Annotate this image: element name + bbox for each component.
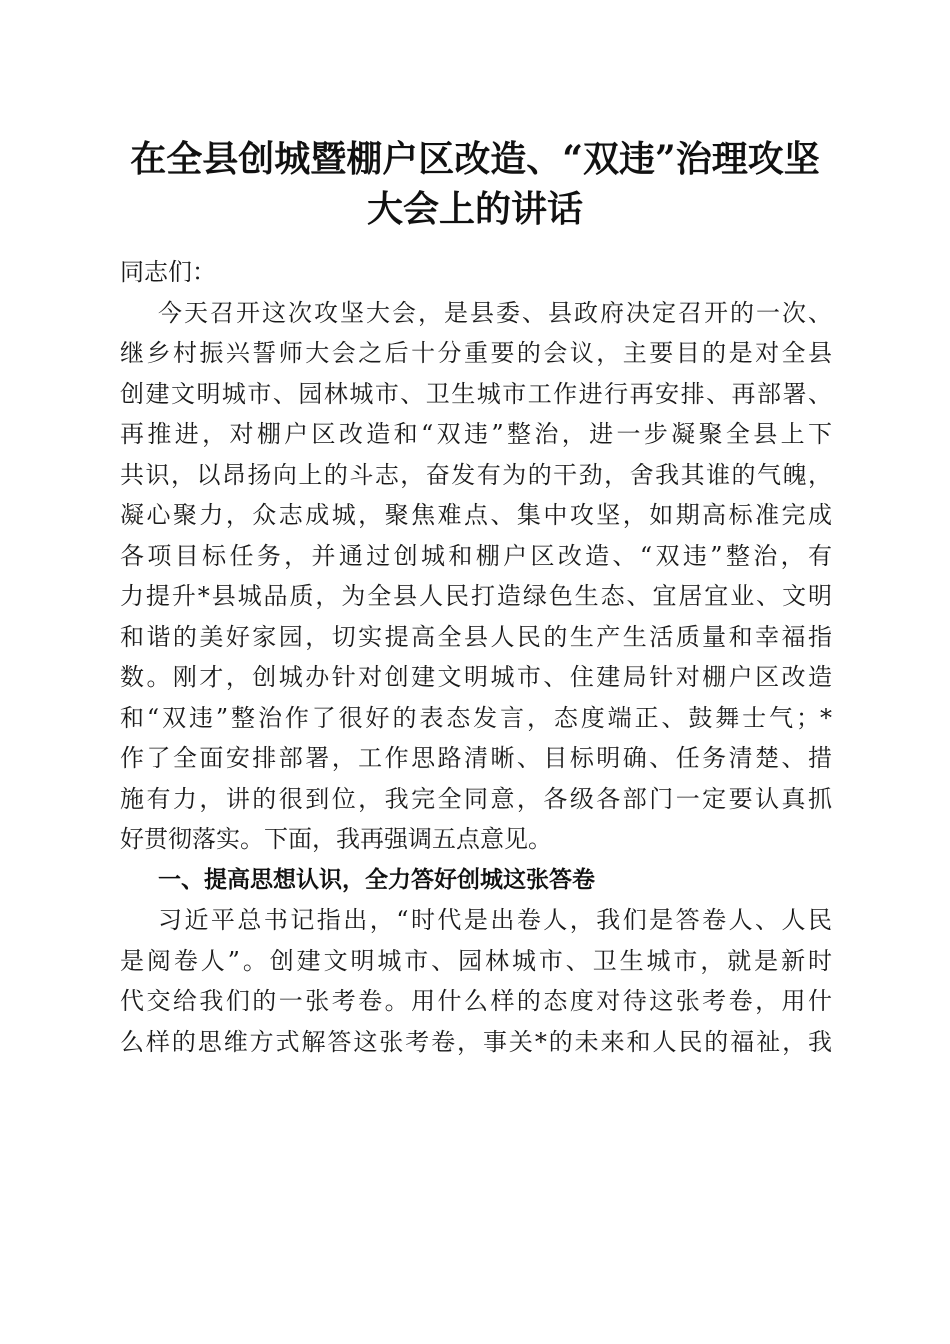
paragraph-line: 好贯彻落实。下面，我再强调五点意见。 [120,825,552,853]
paragraph-line: 数。刚才，创城办针对创建文明城市、住建局针对棚户区改造 [120,663,832,691]
paragraph-line: 继乡村振兴誓师大会之后十分重要的会议，主要目的是对全县 [120,339,832,367]
paragraph-line: 创建文明城市、园林城市、卫生城市工作进行再安排、再部署、 [120,379,832,408]
paragraph-line: 再推进，对棚户区改造和“双违”整治，进一步凝聚全县上下 [120,420,832,448]
paragraph-line: 么样的思维方式解答这张考卷，事关*的未来和人民的福祉，我 [120,1027,832,1056]
paragraph-line: 施有力，讲的很到位，我完全同意，各级各部门一定要认真抓 [120,784,832,813]
paragraph-line: 力提升*县城品质，为全县人民打造绿色生态、宜居宜业、文明 [120,582,832,610]
paragraph-line: 各项目标任务，并通过创城和棚户区改造、“双违”整治，有 [120,541,832,570]
paragraph-line: 今天召开这次攻坚大会，是县委、县政府决定召开的一次、 [158,298,832,327]
paragraph-line: 作了全面安排部署，工作思路清晰、目标明确、任务清楚、措 [120,744,832,772]
document-title [100,134,850,234]
paragraph-line: 习近平总书记指出，“时代是出卷人，我们是答卷人、人民 [158,906,832,934]
document-body [120,252,832,1062]
paragraph-1 [120,293,832,860]
paragraph-line: 凝心聚力，众志成城，聚焦难点、集中攻坚，如期高标准完成 [120,501,832,529]
paragraph-line: 和“双违”整治作了很好的表态发言，态度端正、鼓舞士气；* [120,703,832,732]
salutation: 同志们： [120,258,216,286]
title-line-2: 大会上的讲话 [366,188,583,230]
paragraph-line: 是阅卷人”。创建文明城市、园林城市、卫生城市，就是新时 [120,946,832,975]
section-1-heading: 一、提高思想认识，全力答好创城这张答卷 [158,866,595,893]
title-line-1: 在全县创城暨棚户区改造、“双违”治理攻坚 [130,138,820,180]
paragraph-line: 和谐的美好家园，切实提高全县人民的生产生活质量和幸福指 [120,622,832,651]
paragraph-2 [120,900,832,1062]
paragraph-line: 代交给我们的一张考卷。用什么样的态度对待这张考卷，用什 [120,987,832,1015]
paragraph-line: 共识，以昂扬向上的斗志，奋发有为的干劲，舍我其谁的气魄， [120,460,832,489]
